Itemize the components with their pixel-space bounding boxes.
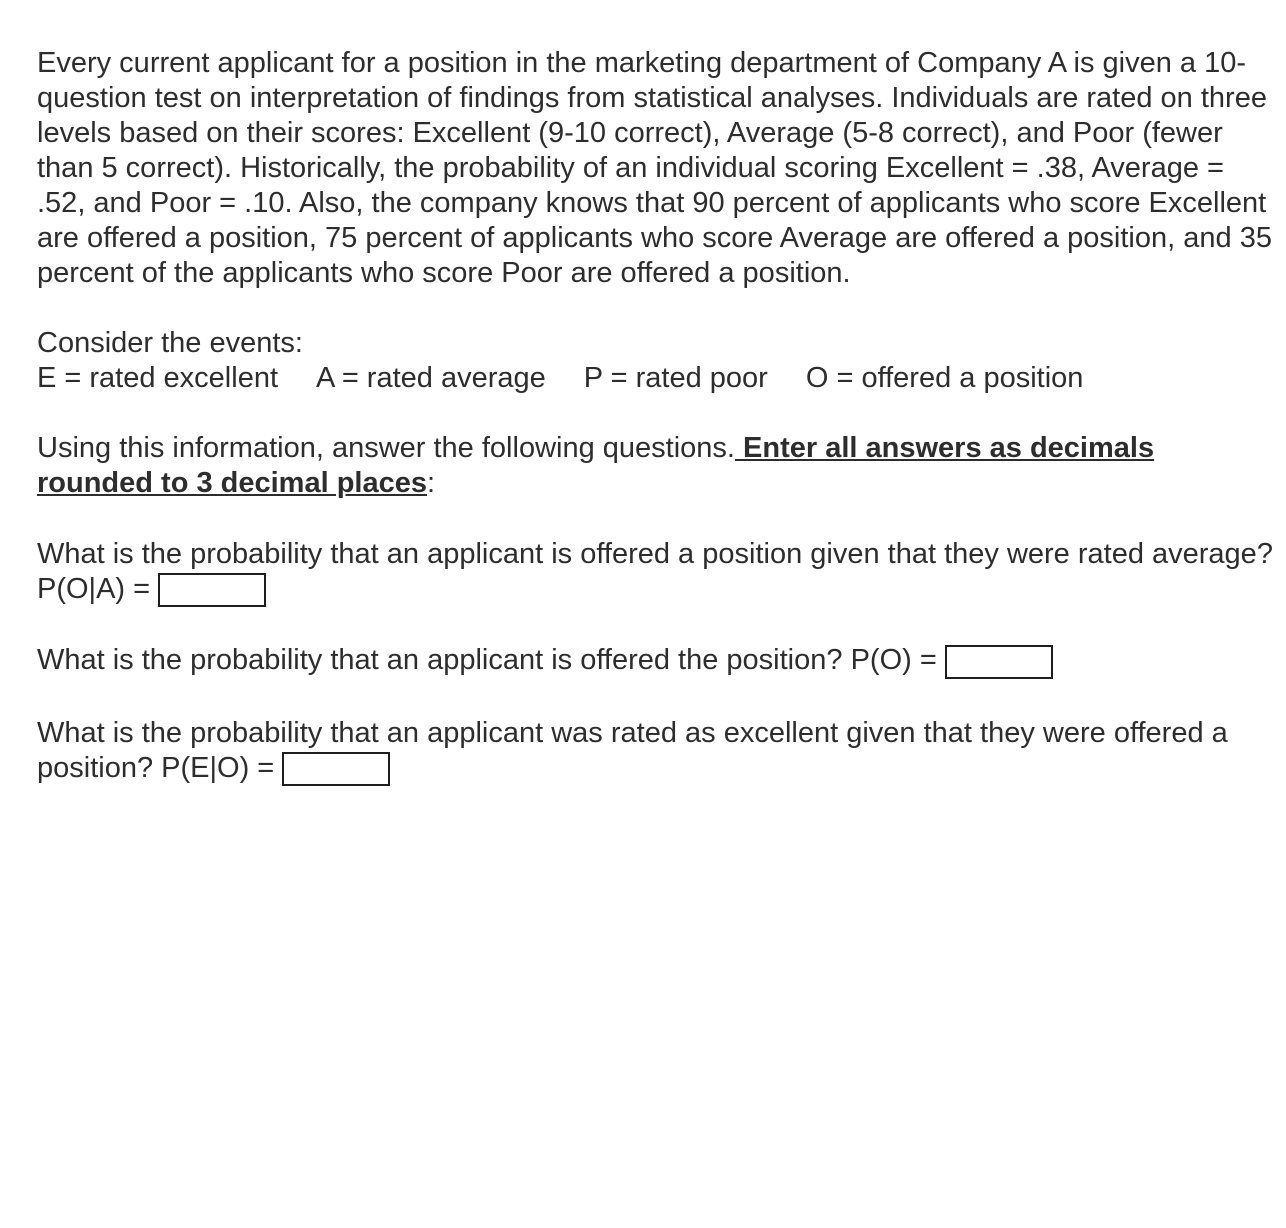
events-list (37, 361, 1277, 396)
question-text: What is the probability that an applicant is offered the position? P(O) = (37, 644, 937, 677)
answer-input-p-o[interactable] (945, 645, 1053, 679)
instructions-emphasis: Enter all answers as decimals rounded to 3 decimal places (37, 432, 1155, 499)
events-heading: Consider the events: (37, 327, 303, 359)
instructions-trail: : (427, 467, 436, 499)
event-average: A = rated average (316, 362, 546, 394)
question-p-o (37, 643, 1277, 678)
question-text: What is the probability that an applicant is offered a position given that they were rated average? P(O|A) = (37, 538, 1273, 605)
instructions-lead: Using this information, answer the following questions. (37, 432, 735, 464)
problem-intro: Every current applicant for a position in the marketing department of Company A is given a 10-question test on interpretation of findings from statistical analyses. Individuals are rated on three levels based on their scores: Excellent (9-10 correct), Average (5-8 correct), and Poor (fewer than 5 correct). Historically, the probability of an individual scoring Excellent = .38, Average = .52, and Poor = .10. Also, the company knows that 90 percent of applicants who score Excellent are offered a position, 75 percent of applicants who score Average are offered a position, and 35 percent of the applicants who score Poor are offered a position. (37, 47, 1272, 289)
event-poor: P = rated poor (583, 362, 768, 394)
question-p-o-given-a (37, 537, 1277, 607)
question-text: What is the probability that an applicant was rated as excellent given that they were offered a position? P(E|O) = (37, 716, 1228, 784)
question-p-e-given-o (37, 716, 1277, 786)
instructions (37, 431, 1277, 501)
event-offered: O = offered a position (805, 362, 1084, 394)
problem-content (37, 46, 1277, 822)
events-section (37, 326, 1277, 396)
answer-input-p-o-given-a[interactable] (158, 573, 266, 607)
answer-input-p-e-given-o[interactable] (282, 752, 390, 786)
event-excellent: E = rated excellent (37, 362, 279, 394)
